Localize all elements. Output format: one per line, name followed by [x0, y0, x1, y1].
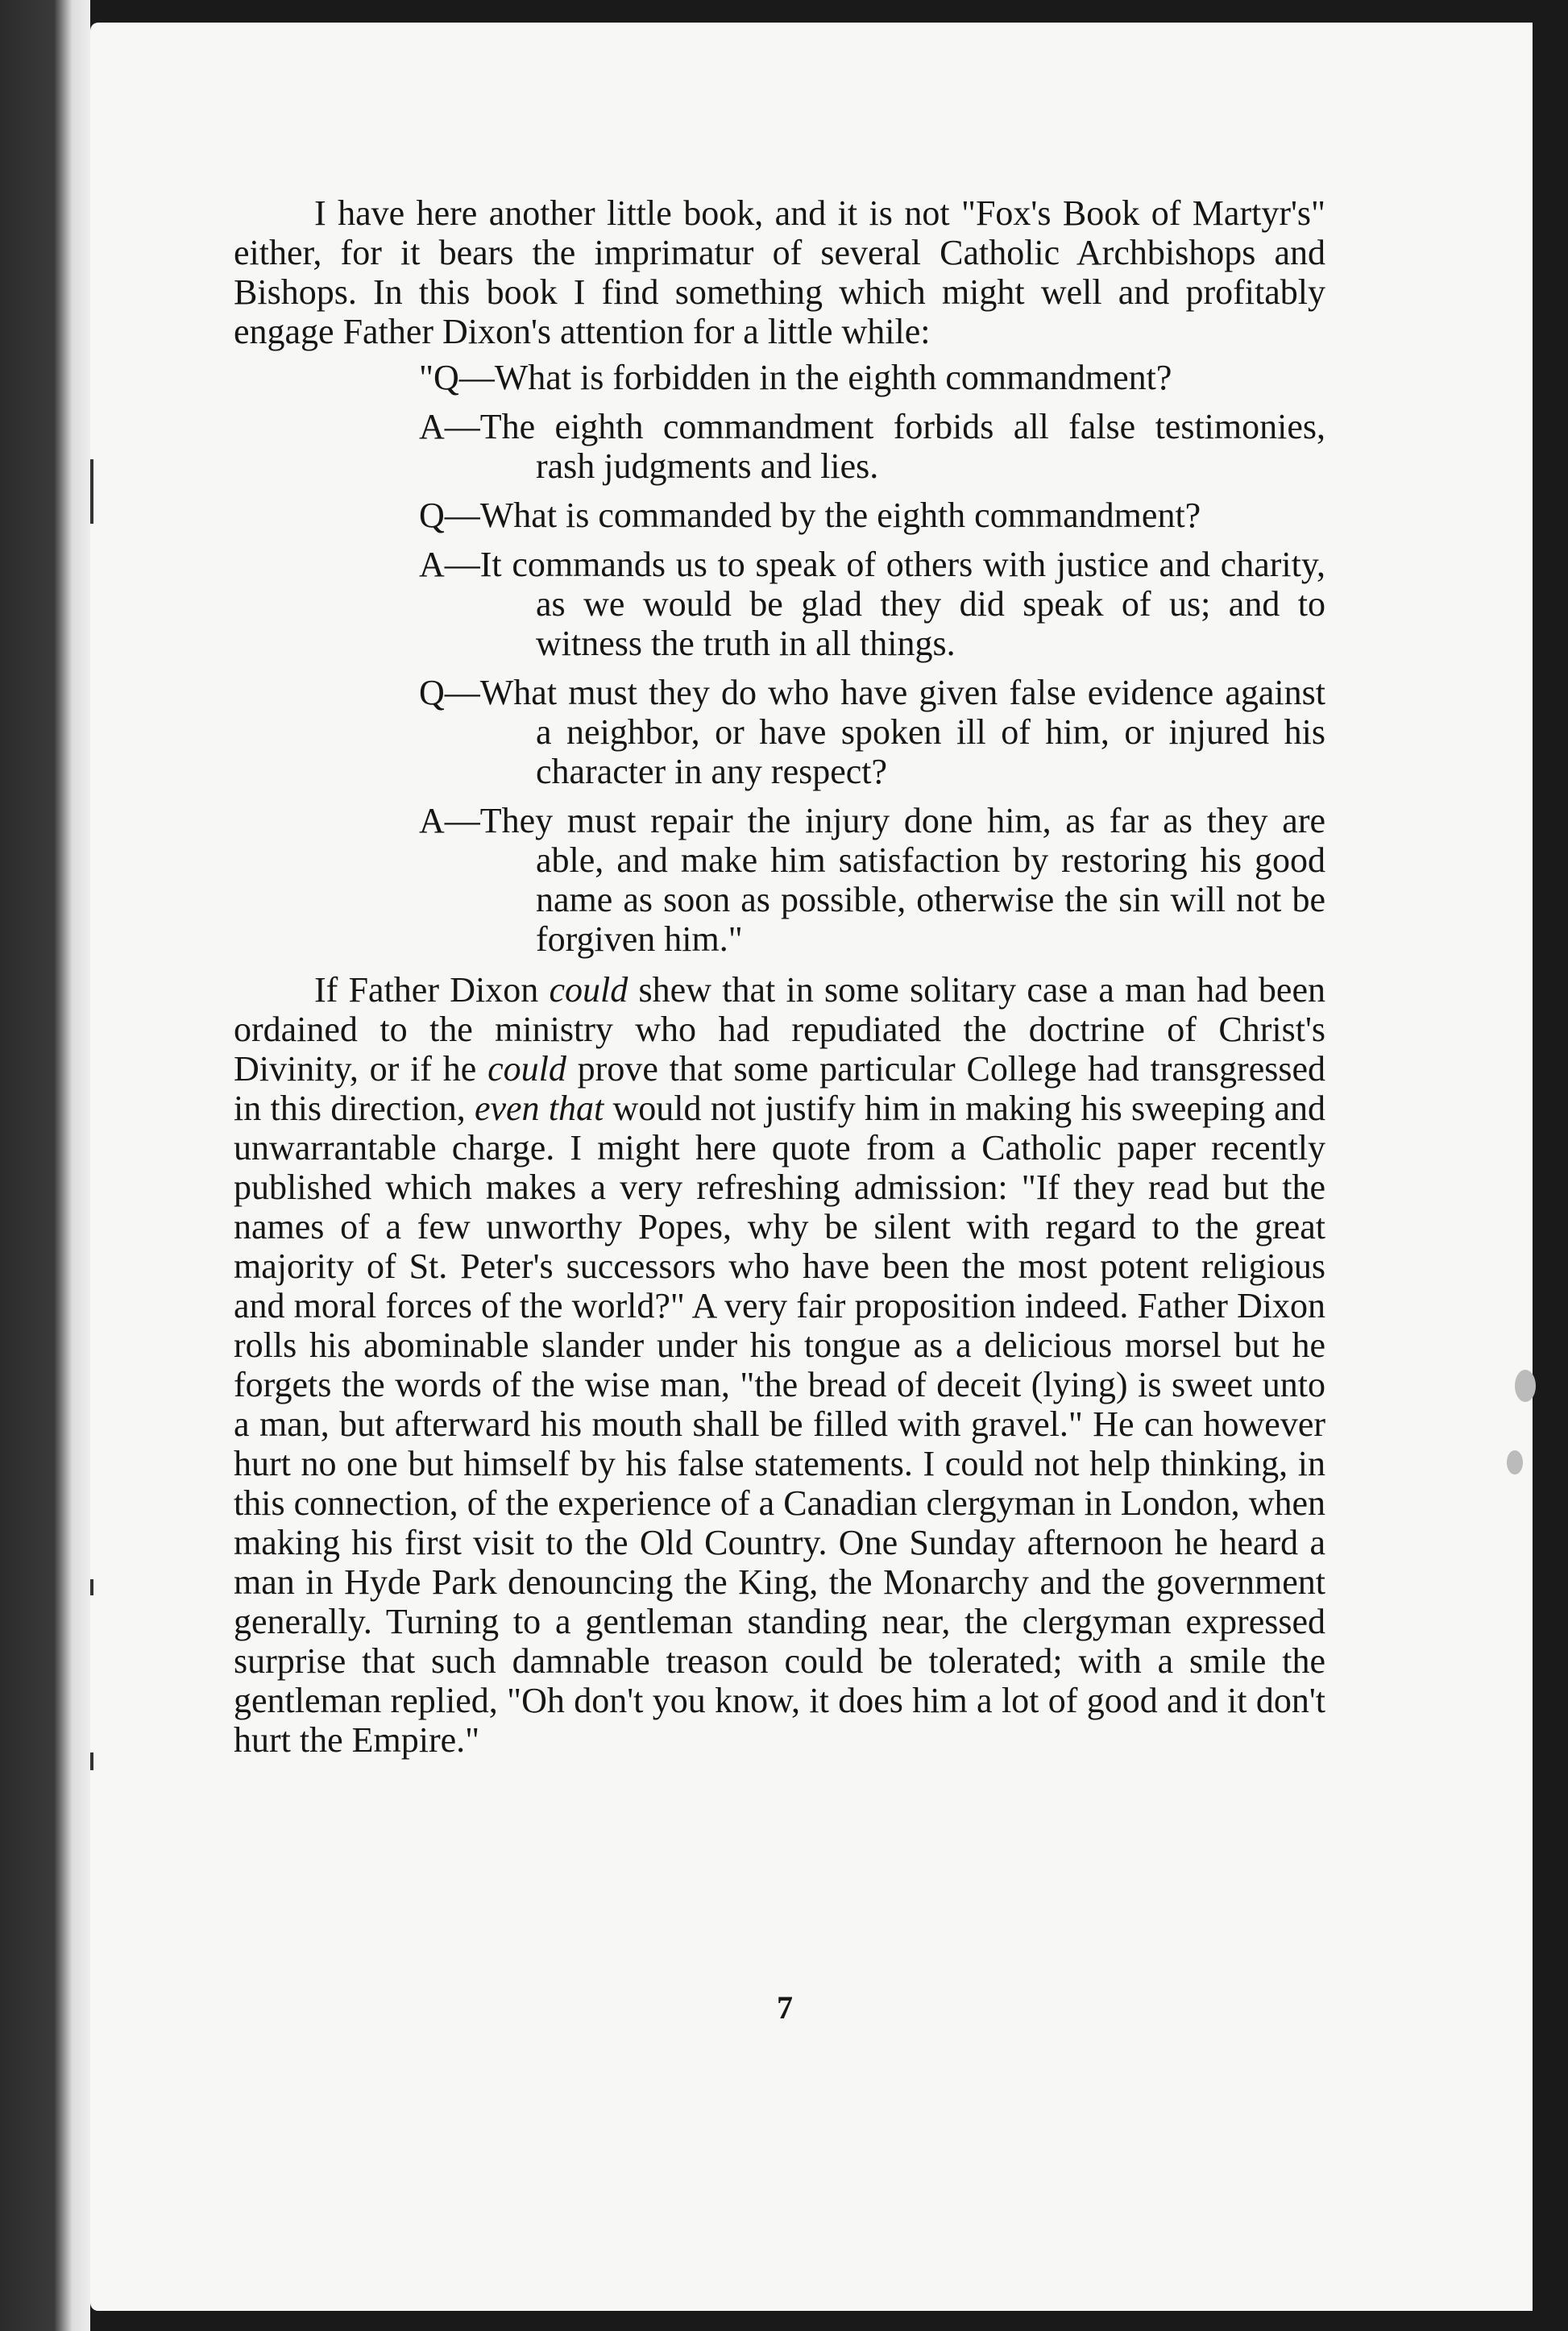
italic-run: could: [549, 970, 628, 1010]
text-run: If Father Dixon: [314, 970, 550, 1010]
text-run: would not justify him in making his sweeping and unwarrantable charge. I might here quote from a Catholic paper recently published which makes a very refreshing admission: "If they read but the names of a few unworthy Popes, why be silent with regard to the great majority of St. Peter's successors who have been the most potent religious and moral forces of the world?" A very fair proposition indeed. Father Dixon rolls his abominable slander under his tongue as a delicious morsel but he forgets the words of the wise man, "the bread of deceit (lying) is sweet unto a man, but afterward his mouth shall be filled with gravel." He can however hurt no one but himself by his false statements. I could not help thinking, in this connection, of the experience of a Canadian clergyman in London, when making his first visit to the Old Country. One Sunday afternoon he heard a man in Hyde Park denouncing the King, the Monarchy and the government generally. Turning to a gentleman standing near, the clergyman expressed surprise that such damnable treason could be tolerated; with a smile the gentleman replied, "Oh don't you know, it does him a lot of good and it don't hurt the Empire.": [234, 1089, 1325, 1760]
catechism-question-3: Q—What must they do who have given false evidence against a neighbor, or have spoken ill of him, or injured his character in any respect?: [419, 673, 1325, 791]
catechism-question-2: Q—What is commanded by the eighth commandment?: [419, 496, 1201, 535]
margin-mark: [90, 459, 93, 524]
scan-speck: [1507, 1450, 1523, 1475]
catechism-answer-3: A—They must repair the injury done him, as far as they are able, and make him satisfaction by restoring his good name as soon as possible, otherwise the sin will not be forgiven him.": [419, 801, 1325, 959]
binding-edge: [0, 0, 90, 2331]
text-run: prove that some particular College had transgressed in this direction,: [234, 1049, 1325, 1128]
italic-run: even that: [474, 1089, 604, 1128]
text-run: shew that in some solitary case a man had been ordained to the ministry who had repudiated the doctrine of Christ's Divinity, or if he: [234, 970, 1325, 1089]
catechism-answer-1: A—The eighth commandment forbids all false testimonies, rash judgments and lies.: [419, 407, 1325, 486]
main-paragraph: [234, 970, 1325, 1760]
page-number: 7: [777, 1989, 793, 2026]
catechism-answer-2: A—It commands us to speak of others with justice and charity, as we would be glad they did speak of us; and to witness the truth in all things.: [419, 545, 1325, 663]
intro-paragraph: I have here another little book, and it is not "Fox's Book of Martyr's" either, for it bears the imprimatur of several Catholic Archbishops and Bishops. In this book I find something which might well and profitably engage Father Dixon's attention for a little while:: [234, 193, 1325, 351]
italic-run: could: [487, 1049, 566, 1089]
margin-mark: [90, 1752, 93, 1770]
body-text: [234, 193, 1325, 1760]
catechism-quote: [234, 358, 1325, 959]
catechism-question-1: "Q—What is forbidden in the eighth commandment?: [419, 358, 1172, 397]
margin-mark: [90, 1579, 93, 1595]
scan-speck: [1515, 1370, 1536, 1402]
